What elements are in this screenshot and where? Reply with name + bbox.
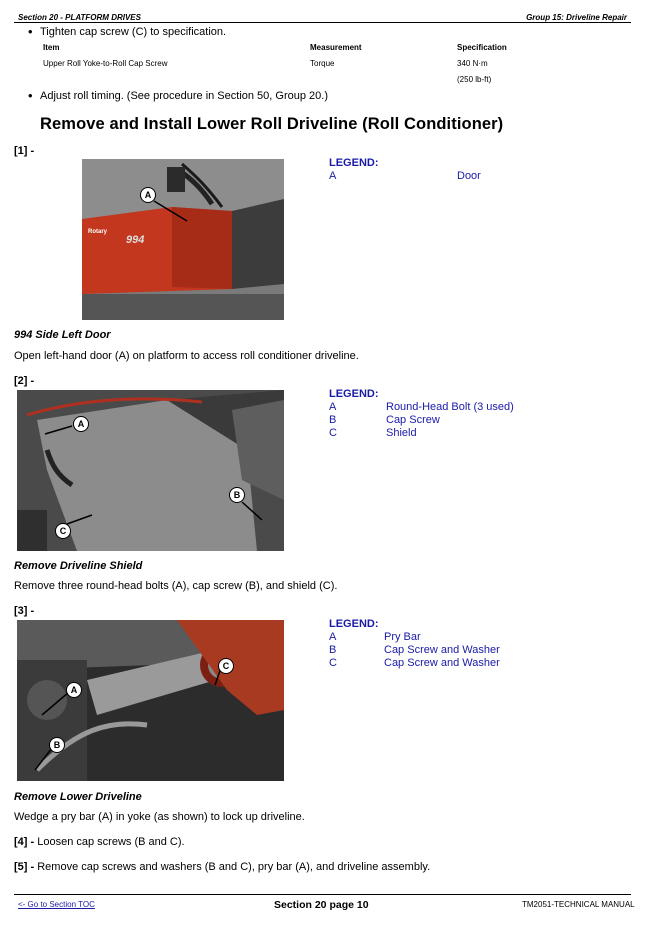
figure-3-image (17, 620, 284, 781)
figure-3-legend-label-b: Cap Screw and Washer (384, 644, 500, 656)
footer-manual-id: TM2051-TECHNICAL MANUAL (522, 900, 635, 909)
figure-3-text: Wedge a pry bar (A) in yoke (as shown) to lock up driveline. (14, 811, 305, 823)
callout-b: B (229, 487, 245, 503)
figure-1-legend-label-a: Door (457, 170, 481, 182)
callout-c: C (218, 658, 234, 674)
figure-3-legend-key-b: B (329, 644, 337, 656)
callout-a: A (73, 416, 89, 432)
callout-leader-lines (17, 620, 284, 781)
figure-2-legend-label-a: Round-Head Bolt (3 used) (386, 401, 514, 413)
figure-2-number: [2] - (14, 375, 35, 387)
figure-1-caption: 994 Side Left Door (14, 329, 111, 341)
step-adjust-text: Adjust roll timing. (See procedure in Section 50, Group 20.) (40, 90, 328, 102)
decal-model: 994 (126, 234, 145, 246)
spec-value-metric: 340 N·m (457, 59, 488, 68)
spec-header-item: Item (43, 43, 60, 52)
header-section: Section 20 - PLATFORM DRIVES (18, 13, 141, 22)
figure-1-text: Open left-hand door (A) on platform to access roll conditioner driveline. (14, 350, 359, 362)
spec-header-specification: Specification (457, 43, 507, 52)
step-tighten (40, 26, 226, 38)
figure-3-legend-key-c: C (329, 657, 337, 669)
figure-2-legend-key-b: B (329, 414, 337, 426)
header-group: Group 15: Driveline Repair (526, 13, 627, 22)
figure-1-legend-key-a: A (329, 170, 337, 182)
figure-2-legend-label-c: Shield (386, 427, 417, 439)
figure-3-legend-key-a: A (329, 631, 337, 643)
page-footer (14, 894, 631, 895)
figure-3-legend-label-a: Pry Bar (384, 631, 421, 643)
figure-2-image (17, 390, 284, 551)
callout-a: A (140, 187, 156, 203)
step-tighten-text: Tighten cap screw (C) to specification. (40, 26, 227, 38)
step-5 (14, 861, 430, 873)
callout-c: C (55, 523, 71, 539)
footer-page-number: Section 20 page 10 (274, 899, 369, 911)
figure-3-caption: Remove Lower Driveline (14, 791, 142, 803)
figure-1-legend-title: LEGEND: (329, 157, 379, 169)
callout-b: B (49, 737, 65, 753)
figure-3-legend-title: LEGEND: (329, 618, 379, 630)
figure-2-legend-label-b: Cap Screw (386, 414, 440, 426)
figure-3-number: [3] - (14, 605, 35, 617)
spec-item: Upper Roll Yoke-to-Roll Cap Screw (43, 59, 168, 68)
step-4-text: Loosen cap screws (B and C). (37, 836, 185, 848)
callout-a: A (66, 682, 82, 698)
step-4 (14, 836, 185, 848)
figure-1-image (82, 159, 284, 320)
spec-header-measurement: Measurement (310, 43, 362, 52)
figure-2-legend-key-c: C (329, 427, 337, 439)
page-title: Remove and Install Lower Roll Driveline (Roll Conditioner) (40, 115, 504, 133)
step-4-number: [4] - (14, 836, 35, 848)
spec-measurement: Torque (310, 59, 335, 68)
figure-2-legend-title: LEGEND: (329, 388, 379, 400)
spec-value-imperial: (250 lb-ft) (457, 75, 492, 84)
callout-leader-lines (82, 159, 284, 320)
figure-2-legend-key-a: A (329, 401, 337, 413)
figure-2-caption: Remove Driveline Shield (14, 560, 143, 572)
step-5-number: [5] - (14, 861, 35, 873)
figure-2-text: Remove three round-head bolts (A), cap screw (B), and shield (C). (14, 580, 338, 592)
step-adjust (40, 90, 328, 102)
figure-3-legend-label-c: Cap Screw and Washer (384, 657, 500, 669)
decal-rotary: Rotary (88, 229, 108, 235)
figure-1-number: [1] - (14, 145, 35, 157)
step-5-text: Remove cap screws and washers (B and C), pry bar (A), and driveline assembly. (37, 861, 431, 873)
page-header (14, 0, 631, 23)
go-to-section-toc-link[interactable]: <- Go to Section TOC (18, 900, 95, 909)
